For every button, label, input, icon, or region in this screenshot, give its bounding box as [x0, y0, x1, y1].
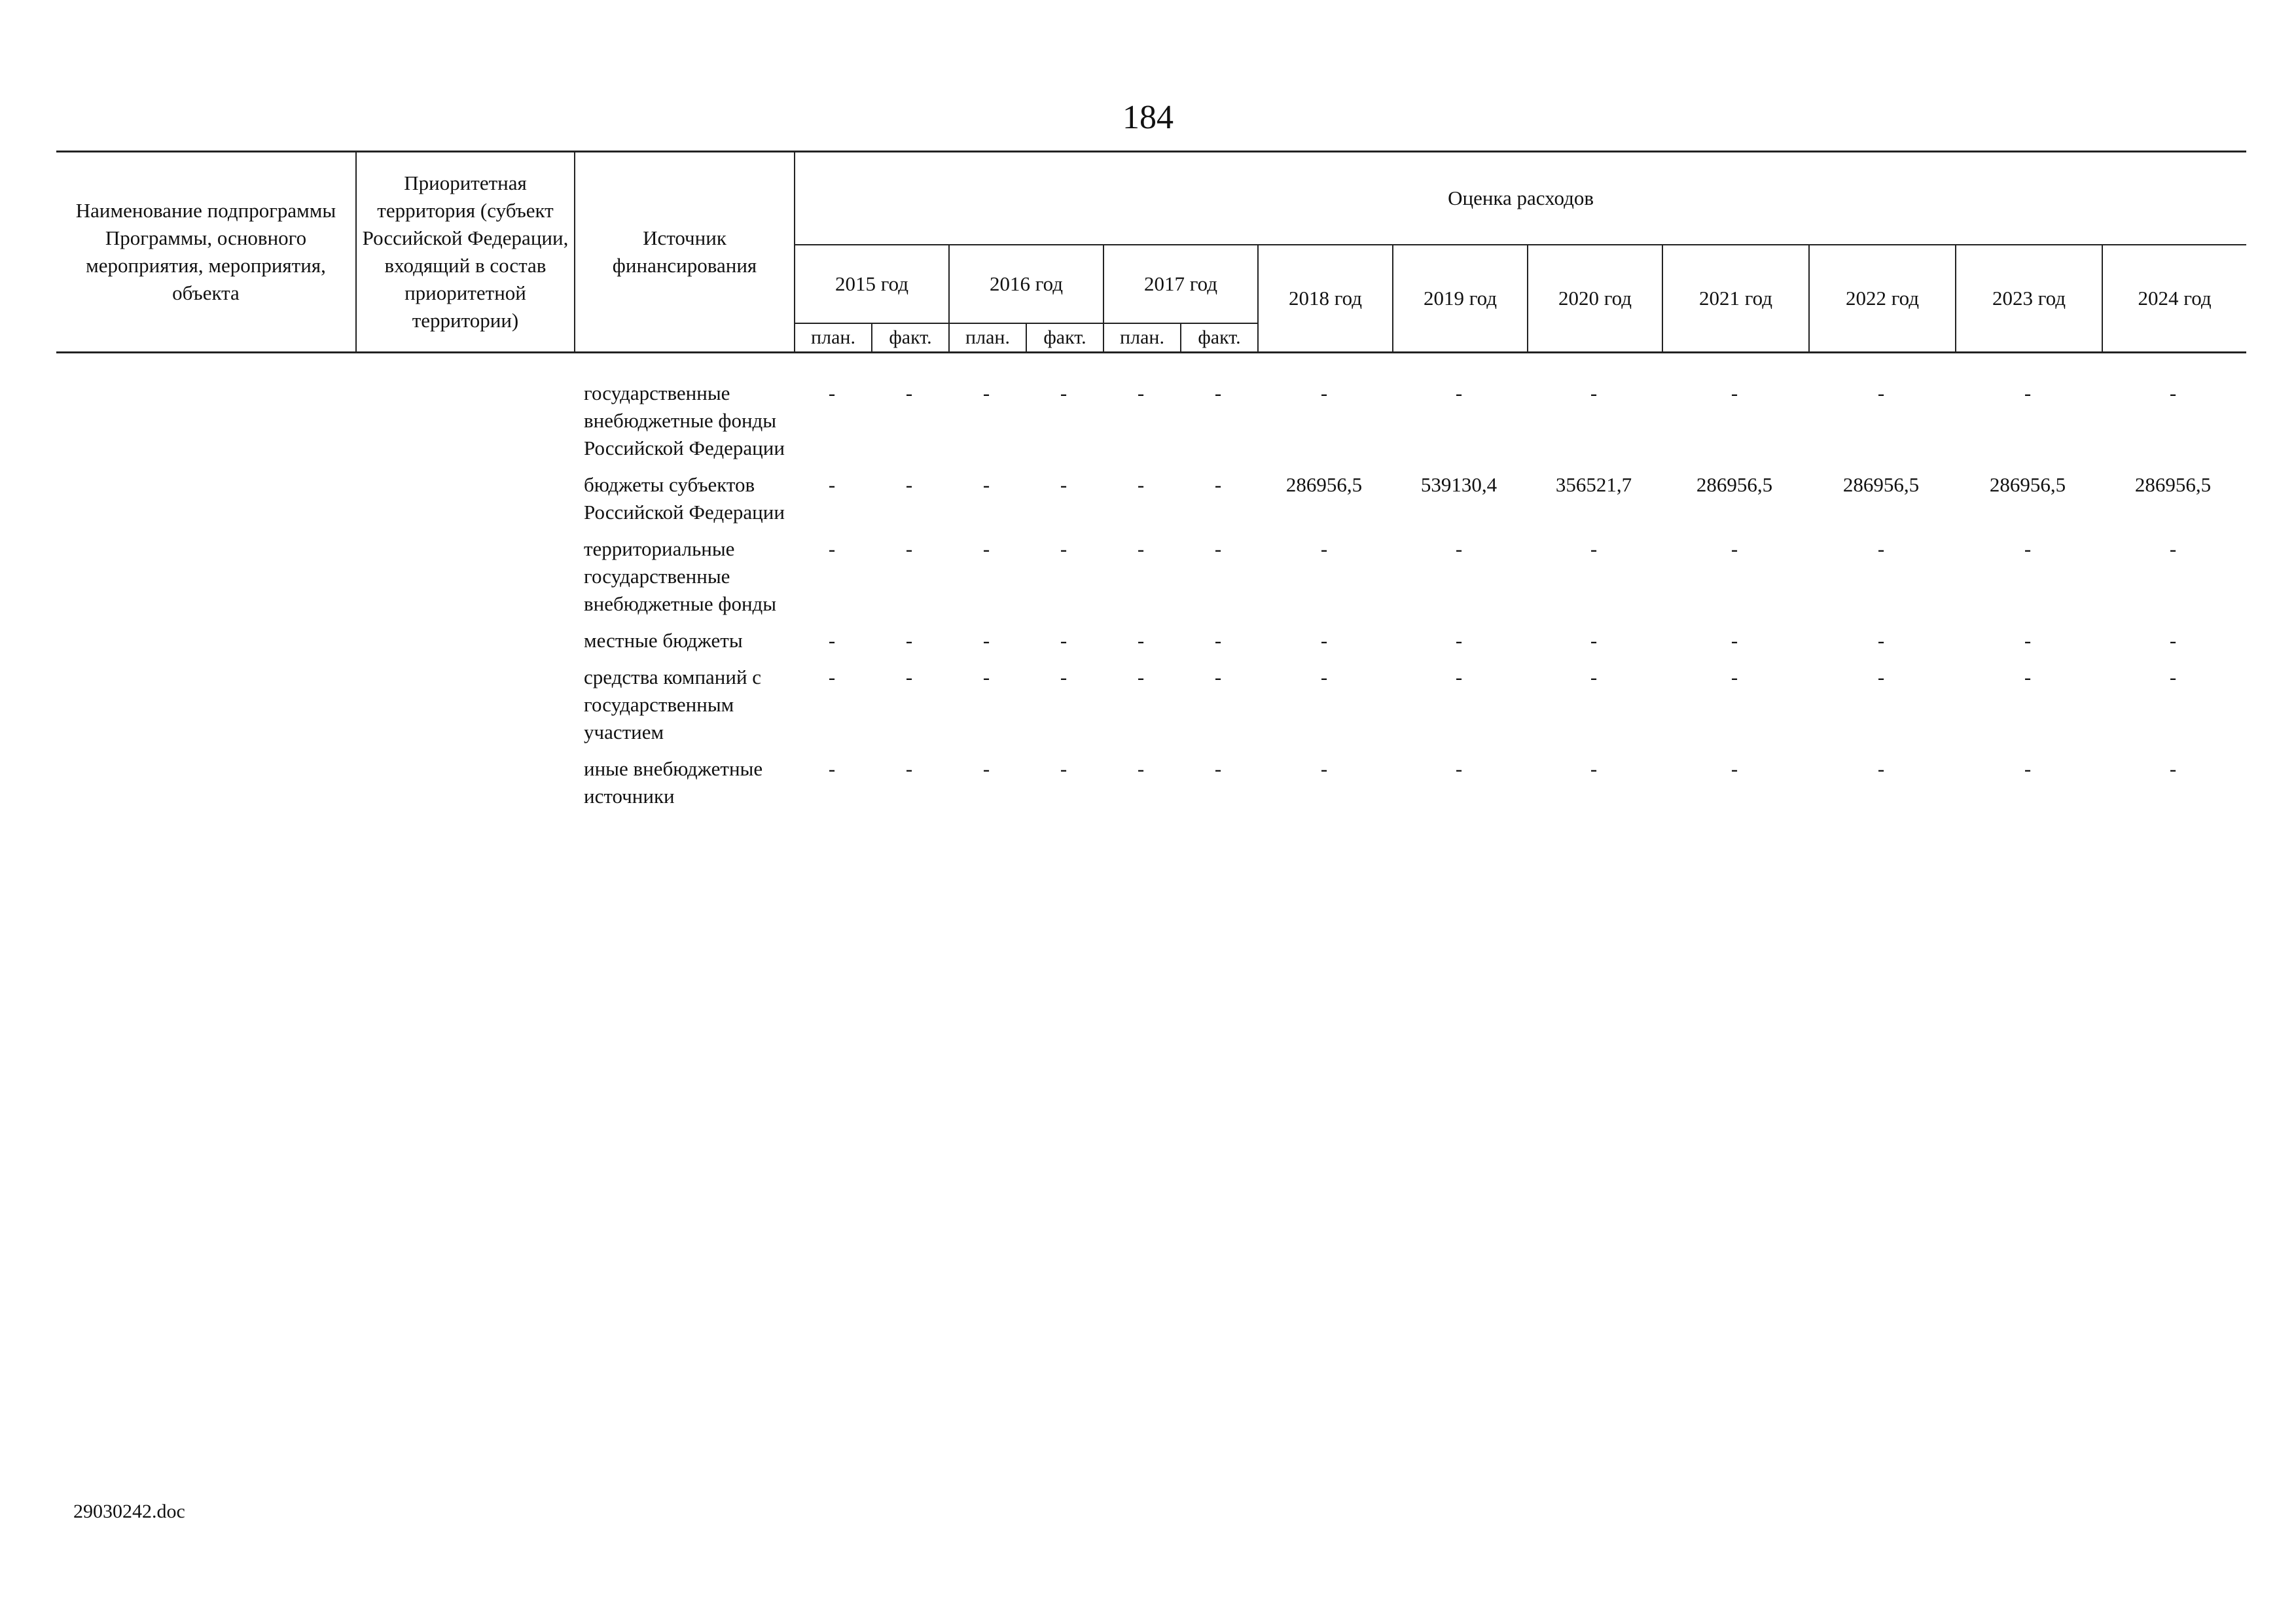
empty-territory-cell — [356, 664, 575, 755]
value-cell: - — [2169, 382, 2177, 404]
value-cell: - — [1060, 537, 1067, 560]
value-cell: - — [828, 537, 836, 560]
value-cell: - — [1877, 666, 1885, 688]
empty-name-cell — [56, 755, 356, 819]
empty-name-cell — [56, 664, 356, 755]
value-cell: - — [2169, 757, 2177, 780]
header-name-column: Наименование подпрограммы Программы, основного мероприятия, мероприятия, объекта — [56, 152, 356, 353]
header-year-2018: 2018 год — [1258, 245, 1393, 353]
value-cell: - — [2024, 629, 2032, 652]
value-cell: - — [2169, 666, 2177, 688]
value-cell: 286956,5 — [1696, 473, 1773, 496]
financing-source-cell: бюджеты субъектов Российской Федерации — [584, 473, 785, 524]
value-cell: - — [1731, 537, 1738, 560]
table-row — [56, 627, 2246, 664]
value-cell: - — [1877, 757, 1885, 780]
header-year-2020: 2020 год — [1528, 245, 1662, 353]
value-cell: 286956,5 — [1989, 473, 2066, 496]
value-cell: - — [1214, 473, 1222, 496]
header-year-2021: 2021 год — [1662, 245, 1809, 353]
header-year-2015: 2015 год — [795, 245, 949, 323]
value-cell: - — [1214, 666, 1222, 688]
value-cell: - — [2024, 757, 2032, 780]
header-fact-2017: факт. — [1181, 323, 1258, 353]
value-cell: - — [1877, 629, 1885, 652]
header-plan-2017: план. — [1103, 323, 1181, 353]
header-territory-column: Приоритетная территория (субъект Российской Федерации, входящий в состав приоритетной территории) — [356, 152, 575, 353]
empty-name-cell — [56, 535, 356, 627]
value-cell: - — [1590, 382, 1598, 404]
value-cell: - — [2024, 537, 2032, 560]
value-cell: - — [905, 473, 913, 496]
empty-territory-cell — [356, 380, 575, 471]
value-cell: - — [1455, 537, 1463, 560]
table-row — [56, 380, 2246, 471]
empty-territory-cell — [356, 755, 575, 819]
value-cell: - — [1455, 382, 1463, 404]
empty-name-cell — [56, 627, 356, 664]
value-cell: - — [1320, 382, 1328, 404]
value-cell: - — [2024, 382, 2032, 404]
table-row — [56, 664, 2246, 755]
header-year-2019: 2019 год — [1393, 245, 1528, 353]
value-cell: - — [1455, 629, 1463, 652]
value-cell: - — [1060, 666, 1067, 688]
financing-source-cell: средства компаний с государственным участием — [584, 666, 762, 743]
value-cell: - — [905, 666, 913, 688]
value-cell: - — [1320, 666, 1328, 688]
value-cell: - — [1214, 757, 1222, 780]
value-cell: - — [1060, 473, 1067, 496]
value-cell: 286956,5 — [2134, 473, 2212, 496]
value-cell: - — [1455, 666, 1463, 688]
value-cell: - — [1137, 629, 1145, 652]
value-cell: - — [1590, 537, 1598, 560]
header-fact-2015: факт. — [872, 323, 949, 353]
table-row — [56, 535, 2246, 627]
value-cell: - — [1214, 537, 1222, 560]
expenditure-table — [56, 151, 2246, 819]
value-cell: - — [1137, 757, 1145, 780]
value-cell: - — [1731, 757, 1738, 780]
value-cell: - — [828, 473, 836, 496]
value-cell: - — [1214, 382, 1222, 404]
table-spacer — [56, 353, 2246, 380]
empty-territory-cell — [356, 535, 575, 627]
value-cell: - — [1320, 629, 1328, 652]
value-cell: - — [1320, 537, 1328, 560]
value-cell: 286956,5 — [1285, 473, 1363, 496]
financing-source-cell: территориальные государственные внебюджетные фонды — [584, 537, 777, 615]
value-cell: - — [1320, 757, 1328, 780]
value-cell: - — [2024, 666, 2032, 688]
value-cell: - — [1137, 473, 1145, 496]
financing-source-cell: государственные внебюджетные фонды Российской Федерации — [584, 382, 785, 459]
value-cell: - — [828, 629, 836, 652]
value-cell: - — [1877, 537, 1885, 560]
value-cell: - — [1060, 382, 1067, 404]
financing-source-cell: местные бюджеты — [584, 629, 743, 652]
value-cell: 286956,5 — [1842, 473, 1920, 496]
empty-territory-cell — [356, 471, 575, 535]
footer-filename: 29030242.doc — [73, 1501, 185, 1522]
value-cell: - — [1731, 629, 1738, 652]
value-cell: - — [1590, 666, 1598, 688]
value-cell: 539130,4 — [1420, 473, 1498, 496]
header-fact-2016: факт. — [1026, 323, 1103, 353]
table-body — [56, 380, 2246, 819]
value-cell: - — [1060, 629, 1067, 652]
value-cell: - — [1137, 537, 1145, 560]
empty-name-cell — [56, 471, 356, 535]
value-cell: - — [982, 757, 990, 780]
value-cell: - — [1590, 757, 1598, 780]
value-cell: - — [1214, 629, 1222, 652]
empty-territory-cell — [356, 627, 575, 664]
value-cell: - — [905, 537, 913, 560]
value-cell: - — [828, 666, 836, 688]
value-cell: - — [982, 473, 990, 496]
header-year-2023: 2023 год — [1956, 245, 2102, 353]
table-row — [56, 471, 2246, 535]
header-estimate: Оценка расходов — [795, 152, 2246, 245]
page-number: 184 — [1122, 99, 1174, 136]
header-year-2024: 2024 год — [2102, 245, 2246, 353]
header-plan-2016: план. — [949, 323, 1026, 353]
value-cell: - — [905, 629, 913, 652]
header-year-2016: 2016 год — [949, 245, 1103, 323]
header-plan-2015: план. — [795, 323, 872, 353]
header-year-2017: 2017 год — [1103, 245, 1258, 323]
table-row — [56, 755, 2246, 819]
value-cell: - — [828, 757, 836, 780]
financing-source-cell: иные внебюджетные источники — [584, 757, 763, 808]
empty-name-cell — [56, 380, 356, 471]
value-cell: - — [2169, 537, 2177, 560]
value-cell: - — [828, 382, 836, 404]
value-cell: - — [1877, 382, 1885, 404]
value-cell: - — [1060, 757, 1067, 780]
value-cell: - — [1137, 666, 1145, 688]
value-cell: - — [905, 757, 913, 780]
value-cell: - — [2169, 629, 2177, 652]
value-cell: - — [982, 629, 990, 652]
header-source-column: Источник финансирования — [575, 152, 795, 353]
value-cell: - — [1731, 382, 1738, 404]
value-cell: - — [905, 382, 913, 404]
value-cell: - — [1455, 757, 1463, 780]
value-cell: - — [982, 382, 990, 404]
value-cell: - — [1731, 666, 1738, 688]
value-cell: - — [982, 537, 990, 560]
value-cell: 356521,7 — [1555, 473, 1632, 496]
header-year-2022: 2022 год — [1809, 245, 1956, 353]
value-cell: - — [1590, 629, 1598, 652]
value-cell: - — [982, 666, 990, 688]
value-cell: - — [1137, 382, 1145, 404]
